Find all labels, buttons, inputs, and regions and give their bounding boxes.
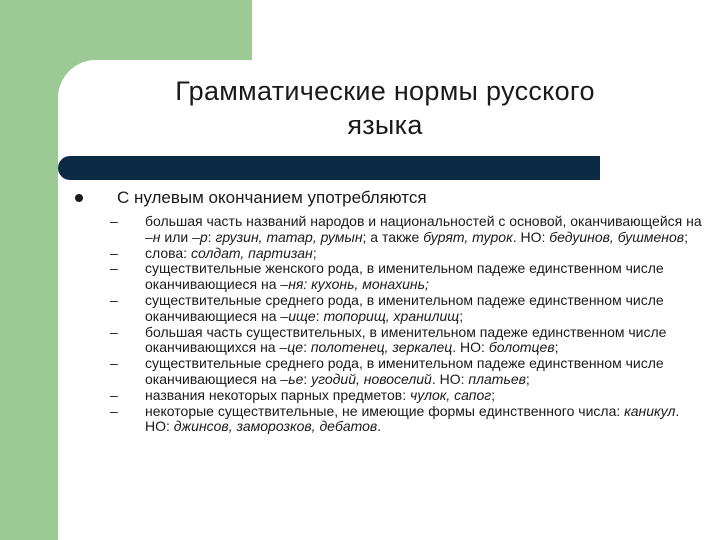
slide-title-line-2: языка [347, 110, 423, 140]
italic-example-text: –ье [280, 370, 304, 387]
sub-bullet-item [72, 388, 712, 404]
italic-example-text: болотцев [488, 339, 555, 356]
text-segment: : [315, 307, 324, 324]
dash-marker: – [110, 386, 118, 403]
sub-bullet-text [145, 214, 705, 246]
italic-example-text: бедуинов, бушменов [549, 228, 685, 245]
text-segment: слова: [145, 244, 191, 261]
dash-marker: – [110, 402, 118, 419]
text-segment: существительные среднего рода, в именительном падеже единственном числе оканчивающиеся на [145, 355, 664, 387]
text-segment: . НО: [431, 370, 469, 387]
italic-example-text: полотенец, зеркалец [310, 339, 453, 356]
text-segment: ; [459, 307, 464, 324]
slide-content [72, 188, 712, 435]
italic-example-text: каникул [624, 402, 676, 419]
text-segment: ; [554, 339, 559, 356]
slide-title-line-1: Грамматические нормы русского [175, 76, 595, 106]
text-segment: ; [525, 370, 530, 387]
sub-bullet-text [145, 404, 705, 436]
bullet-dot-icon [75, 194, 83, 202]
text-segment: ; [312, 244, 317, 261]
text-segment: . НО: [145, 402, 680, 435]
main-bullet-item [72, 188, 712, 208]
sub-bullet-item [72, 261, 712, 293]
text-segment: названия некоторых парных предметов: [145, 386, 410, 403]
sub-bullet-text [145, 246, 705, 262]
italic-example-text: бурят, турок [423, 228, 513, 245]
sub-bullet-text [145, 325, 705, 357]
italic-example-text: топорищ, хранилищ [323, 307, 460, 324]
sub-bullet-item [72, 246, 712, 262]
dash-marker: – [110, 323, 118, 340]
title-underline-bar [58, 156, 600, 180]
dash-marker: – [110, 355, 118, 372]
italic-example-text: солдат, партизан [190, 244, 313, 261]
text-segment: : [303, 370, 312, 387]
sub-bullet-text [145, 261, 705, 293]
sub-bullet-list [72, 214, 712, 435]
sub-bullet-text [145, 293, 705, 325]
text-segment: . [377, 418, 382, 435]
sub-bullet-item [72, 404, 712, 436]
sub-bullet-item [72, 214, 712, 246]
italic-example-text: –ня: кухонь, монахинь; [280, 276, 429, 293]
italic-example-text: –н [145, 228, 161, 245]
text-segment: . НО: [452, 339, 489, 356]
text-segment: большая часть существительных, в именительном падеже единственном числе оканчивающихся на [145, 323, 667, 356]
sub-bullet-item [72, 325, 712, 357]
text-segment: ; [684, 228, 688, 245]
text-segment: большая часть названий народов и национальностей с основой, оканчивающейся на [145, 213, 702, 229]
italic-example-text: –це [279, 339, 304, 356]
italic-example-text: –ище [280, 307, 316, 324]
dash-marker: – [110, 244, 118, 261]
text-segment: : [207, 228, 216, 245]
dash-marker: – [110, 260, 118, 277]
text-segment: существительные женского рода, в именительном падеже единственном числе оканчивающиеся на [145, 260, 664, 293]
text-segment: существительные среднего рода, в именительном падеже единственном числе оканчивающиеся на [145, 291, 664, 324]
text-segment: или [160, 228, 193, 245]
text-segment: ; [491, 386, 496, 403]
text-segment: . НО: [512, 228, 550, 245]
italic-example-text: чулок, сапог [409, 386, 492, 403]
italic-example-text: грузин, татар, румын [215, 228, 363, 245]
italic-example-text: угодий, новоселий [311, 370, 432, 387]
text-segment: ; а также [362, 228, 424, 245]
sub-bullet-text [145, 356, 705, 388]
italic-example-text: платьев [468, 370, 526, 387]
italic-example-text: джинсов, заморозков, дебатов [173, 418, 378, 435]
sub-bullet-item [72, 293, 712, 325]
dash-marker: – [110, 213, 118, 229]
text-segment: : [303, 339, 311, 356]
slide-title [110, 74, 660, 142]
sub-bullet-item [72, 356, 712, 388]
text-segment: некоторые существительные, не имеющие формы единственного числа: [145, 402, 625, 419]
italic-example-text: –р [192, 228, 208, 245]
main-bullet-text: С нулевым окончанием употребляются [117, 188, 427, 207]
sub-bullet-text [145, 388, 705, 404]
dash-marker: – [110, 291, 118, 308]
